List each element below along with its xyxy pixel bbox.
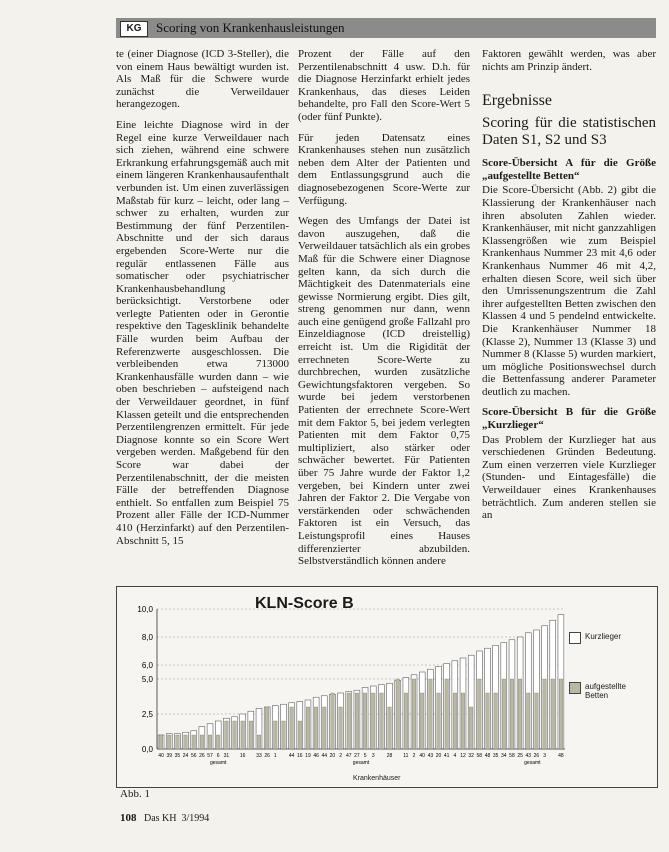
paragraph: te (einer Diagnose (ICD 3-Steller), die von einem Haus bewältigt wurden ist. Als Maß für die Schwere wurde zunächst die Verweildauer herangezogen. — [116, 48, 289, 111]
bar-betten — [396, 679, 400, 749]
x-tick-label: 20 — [435, 753, 442, 759]
x-tick-label: 33 — [256, 753, 262, 759]
issue: 3/1994 — [181, 813, 210, 824]
heading-scoring: Scoring für die statistischen Daten S1, S2 und S3 — [482, 115, 656, 149]
x-tick-label: 6 — [216, 753, 220, 759]
bar-betten — [388, 707, 392, 749]
bar-betten — [380, 693, 384, 749]
column-3 — [482, 48, 656, 530]
x-tick-label: 41 — [443, 753, 450, 759]
legend-swatch — [569, 682, 581, 694]
x-tick-label: 27 — [354, 753, 360, 759]
bar-betten — [225, 721, 229, 749]
x-tick-label: 25 — [517, 753, 523, 759]
bar-betten — [306, 707, 310, 749]
x-tick-label: 2 — [412, 753, 416, 759]
subheading-b: Score-Übersicht B für die Größe „Kurzlieger“ — [482, 406, 656, 432]
x-tick-label: 47 — [345, 753, 352, 759]
x-tick-label: 31 — [223, 753, 230, 759]
x-tick-label: 11 — [403, 753, 409, 759]
x-group-label: gesamt — [524, 760, 541, 766]
x-tick-label: 2 — [339, 753, 342, 759]
bar-betten — [159, 735, 163, 749]
y-tick-label: 6,0 — [141, 661, 153, 670]
bar-betten — [184, 735, 188, 749]
bar-betten — [176, 735, 180, 749]
paragraph: Faktoren gewählt werden, was aber nichts am Prinzip ändert. — [482, 48, 656, 73]
x-tick-label: 24 — [182, 753, 189, 759]
x-axis-label: Krankenhäuser — [353, 775, 401, 782]
legend-label: Kurzlieger — [585, 632, 622, 641]
page-number: 108 — [120, 812, 137, 824]
x-tick-label: 44 — [321, 753, 328, 759]
x-tick-label: 5 — [363, 753, 367, 759]
bar-betten — [323, 707, 327, 749]
x-tick-label: 4 — [453, 753, 457, 759]
x-tick-label: 3 — [371, 753, 375, 759]
x-tick-label: 40 — [158, 753, 164, 759]
bar-betten — [208, 735, 212, 749]
bar-betten — [216, 735, 220, 749]
paragraph: Das Problem der Kurzlieger hat aus verschiedenen Gründen Bedeutung. Zum einen verzerren viele Kurzlieger (Stunden- und Eintagesfälle) die Verweildauer eines Krankenhauses beträchtlich. Zum anderen stellen sie an — [482, 433, 656, 522]
bar-betten — [420, 693, 424, 749]
paragraph: Wegen des Umfangs der Datei ist davon auszugehen, daß die Verweildauer tatsächlich als ein grobes Maß für die Schwere einer Diagnose gelten kann, da sich durch die Mächtigkeit des Datenmaterials eine gewisse Normierung ergibt. Dies gilt, streng genommen nur dann, wenn auch eine genügend große Fallzahl pro Einzeldiagnose (ICD dreistellig) erreicht ist. Um die Rigidität der errechneten Score-Werte zu durchbrechen, wurden zusätzliche Gewichtungsfaktoren vergeben. So wurde bei jedem verstorbenen Patienten der errechnete Score-Wert mit dem Faktor 5, bei jedem verlegten Patienten mit dem Faktor 0,75 multipliziert, also stärker oder schwächer bewertet. Für Patienten über 75 Jahre wurde der Faktor 1,2 vergeben, bei Kindern unter zwei Jahren der Faktor 2. Die Vergabe von verstärkenden oder schwächenden Faktoren ist ein Versuch, das Leistungsprofil eines Hauses differenzierter abzubilden. Selbstverständlich können andere — [298, 215, 470, 568]
bar-betten — [551, 679, 555, 749]
heading-results: Ergebnisse — [482, 92, 552, 110]
y-tick-label: 0,0 — [141, 745, 153, 754]
bar-betten — [363, 693, 367, 749]
bar-betten — [249, 721, 253, 749]
journal-logo: KG — [120, 21, 148, 37]
journal-name: Das KH — [144, 813, 177, 824]
x-tick-label: 20 — [329, 753, 336, 759]
x-tick-label: 3 — [543, 753, 546, 759]
x-tick-label: 26 — [199, 753, 205, 759]
bar-betten — [331, 693, 335, 749]
bar-betten — [241, 721, 245, 749]
bar-betten — [314, 707, 318, 749]
x-tick-label: 58 — [509, 753, 515, 759]
page-header — [116, 18, 656, 38]
bar-betten — [167, 735, 171, 749]
y-tick-label: 5,0 — [141, 675, 153, 684]
bar-betten — [339, 707, 343, 749]
legend-label: aufgestellte Betten — [585, 682, 626, 700]
y-tick-label: 10,0 — [137, 605, 153, 614]
legend-swatch — [569, 632, 581, 644]
x-group-label: gesamt — [209, 760, 227, 766]
x-tick-label: 1 — [273, 753, 277, 759]
chart-title: KLN-Score B — [255, 595, 354, 612]
column-1 — [116, 48, 289, 555]
bar-betten — [510, 679, 514, 749]
page-footer — [120, 812, 209, 824]
x-tick-label: 19 — [305, 753, 311, 759]
x-tick-label: 32 — [468, 753, 474, 759]
bar-betten — [233, 721, 237, 749]
paragraph: Für jeden Datensatz eines Krankenhauses stehen nun zusätzlich neben dem Alter der Patienten und dem Entlassungsgrund auch die diagnosebezogenen Score-Werte zur Verfügung. — [298, 131, 470, 207]
chart-legend — [569, 632, 649, 738]
figure-caption: Abb. 1 — [120, 788, 150, 800]
bar-betten — [478, 679, 482, 749]
x-tick-label: 26 — [264, 753, 270, 759]
x-tick-label: 28 — [386, 753, 393, 759]
bar-betten — [518, 679, 522, 749]
bar-betten — [559, 679, 563, 749]
paragraph: Die Score-Übersicht (Abb. 2) gibt die Klassierung der Krankenhäuser nach ihren absoluten Zahlen wieder. Krankenhäuser, mit nicht ganzzahligen Klassengrößen wie zum Beispiel Krankenhaus Nummer 23 mit 4,6 oder Krankenhaus Nummer 46 mit 4,2, erhalten diesen Score, weil sich über den Umrissenungszentrum die Zahl ihrer aufgestellten Betten zwischen den Klassen 4 und 5 pendelnd entwickelte. Die Krankenhäuser Nummer 18 (Klasse 2), Nummer 13 (Klasse 3) und Nummer 8 (Klasse 5) wurden markiert, um mögliche Positionswechsel durch die Bettenfassung anderer Parameter deutlich zu machen. — [482, 184, 656, 398]
x-tick-label: 57 — [207, 753, 213, 759]
bar-betten — [461, 693, 465, 749]
x-tick-label: 48 — [484, 753, 491, 759]
bar-betten — [412, 679, 416, 749]
legend-item — [569, 632, 649, 644]
bar-betten — [355, 693, 359, 749]
bar-betten — [494, 693, 498, 749]
subheading-a: Score-Übersicht A für die Größe „aufgestellte Betten“ — [482, 157, 656, 182]
y-tick-label: 2,5 — [141, 710, 153, 719]
bar-betten — [257, 735, 261, 749]
x-tick-label: 16 — [297, 753, 303, 759]
bar-betten — [200, 735, 204, 749]
x-tick-label: 43 — [525, 753, 532, 759]
bar-betten — [371, 693, 375, 749]
bar-betten — [445, 679, 449, 749]
bar-betten — [469, 707, 473, 749]
x-tick-label: 16 — [239, 753, 246, 759]
x-tick-label: 12 — [460, 753, 466, 759]
bar-betten — [265, 707, 269, 749]
bar-betten — [404, 693, 408, 749]
paragraph: Prozent der Fälle auf den Perzentilenabschnitt 4 usw. D.h. für die Diagnose Herzinfarkt erhielt jedes Krankenhaus, das dieses Leiden behandelte, pro Fall den Score-Wert 5 (oder fünf Punkte). — [298, 48, 470, 123]
bar-betten — [429, 679, 433, 749]
bar-betten — [527, 693, 531, 749]
bar-betten — [543, 679, 547, 749]
x-tick-label: 44 — [288, 753, 295, 759]
x-tick-label: 35 — [174, 753, 181, 759]
x-group-label: gesamt — [352, 760, 370, 766]
bar-betten — [290, 707, 294, 749]
bar-betten — [437, 693, 441, 749]
x-tick-label: 58 — [476, 753, 483, 759]
bar-betten — [486, 693, 490, 749]
x-tick-label: 46 — [313, 753, 319, 759]
x-tick-label: 26 — [533, 753, 540, 759]
bar-betten — [502, 679, 506, 749]
column-2 — [298, 48, 470, 576]
bar-betten — [274, 721, 278, 749]
bar-betten — [453, 693, 457, 749]
x-tick-label: 56 — [190, 753, 197, 759]
x-tick-label: 39 — [166, 753, 173, 759]
bar-betten — [535, 693, 539, 749]
x-tick-label: 43 — [427, 753, 434, 759]
legend-item — [569, 682, 649, 700]
x-tick-label: 48 — [558, 753, 564, 759]
bar-betten — [298, 721, 302, 749]
bar-betten — [347, 693, 351, 749]
paragraph: Eine leichte Diagnose wird in der Regel eine kurze Verweildauer nach sich ziehen, während eine schwere Erkrankung erfahrungsgemäß auch mit einem längeren Krankenhausaufenthalt verbunden ist. Um einen zuverlässigen Maßstab für kurz – leicht, oder lang – schwer zu erhalten, wurden zur Bestimmung der fünf Perzentilen-Abschnitte und der sich daraus ergebenden Score-Werte nur die regulär entlassenen Fälle aus somatischer oder psychiatrischer Krankenhausbehandlung berücksichtigt. Verstorbene oder verlegte Patienten oder in Gerontie respektive den Tagesklinik behandelte Fälle wurden beim Aufbau der Referenzwerte ausgeschlossen. Die verbleibenden etwa 713000 Krankenhausfälle wurden dann – wie oben beschrieben – aufsteigend nach der Verweildauer geordnet, in fünf Klassen geteilt und die entsprechenden Perzentilengrenzen ermittelt. Für jede Diagnose konnte so ein Score Wert vergeben werden. Maßgebend für den Score war dabei der Perzentilenabschnitt, der die meisten Fälle der betreffenden Diagnose enthielt. So entfallen zum Beispiel 75 Prozent aller Fälle der ICD-Nummer 410 (Herzinfarkt) auf den Perzentilen-Abschnitt 5, 15 — [116, 118, 289, 547]
x-tick-label: 34 — [501, 753, 507, 759]
section-title: Scoring von Krankenhausleistungen — [156, 20, 345, 35]
bar-chart — [116, 586, 658, 788]
x-tick-label: 40 — [419, 753, 425, 759]
bar-betten — [282, 721, 286, 749]
y-tick-label: 8,0 — [141, 633, 153, 642]
x-tick-label: 35 — [492, 753, 499, 759]
bar-betten — [192, 735, 196, 749]
